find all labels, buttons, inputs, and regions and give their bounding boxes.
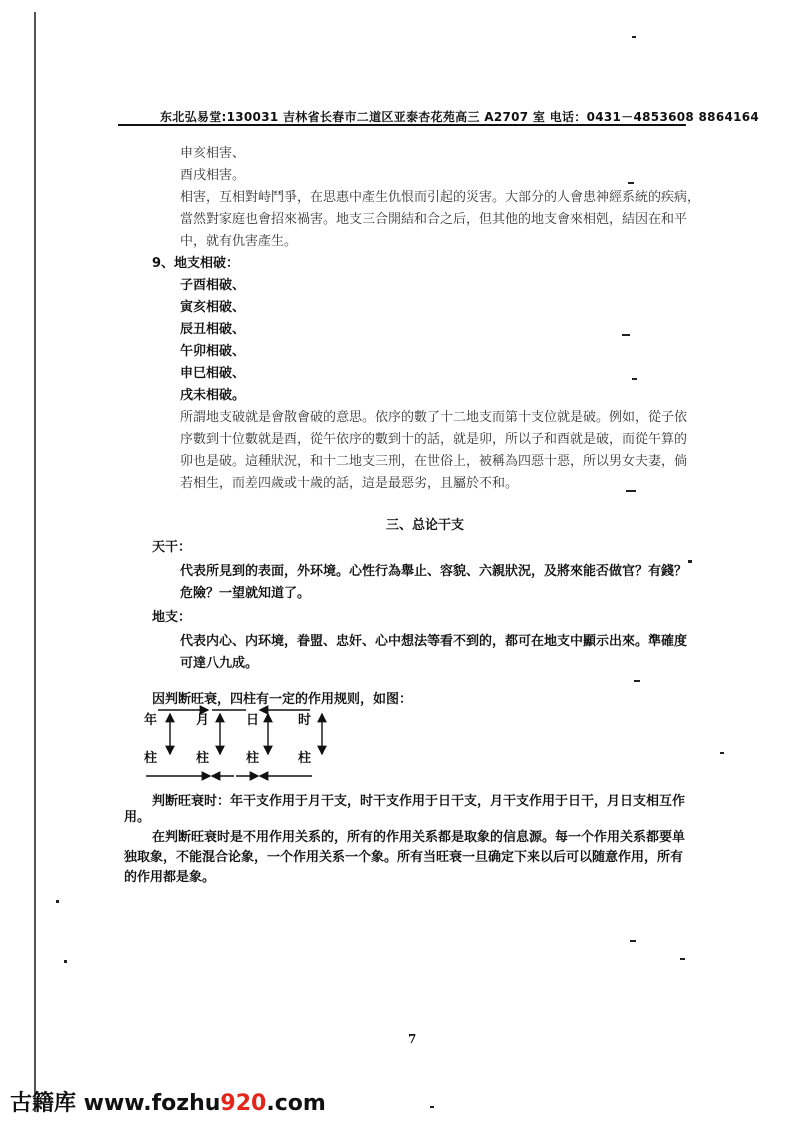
scan-speck xyxy=(630,940,636,942)
scan-speck xyxy=(628,182,634,184)
sec8-item-2: 酉戌相害。 xyxy=(180,168,246,183)
sec8-para-line-3: 中，就有仇害產生。 xyxy=(180,234,298,249)
pillar-label-day: 日 xyxy=(246,713,260,728)
sec9-item-1: 子酉相破、 xyxy=(180,278,246,293)
sec8-item-1: 申亥相害、 xyxy=(180,146,246,161)
closing-p2-line-1: 在判断旺衰时是不用作用关系的，所有的作用关系都是取象的信息源。每一个作用关系都要单 xyxy=(152,830,686,845)
closing-p2-line-3: 的作用都是象。 xyxy=(124,870,216,885)
scan-speck xyxy=(680,958,685,960)
page-number: 7 xyxy=(408,1032,417,1046)
sec9-item-4: 午卯相破、 xyxy=(180,344,246,359)
sec9-heading: 9、地支相破： xyxy=(152,256,240,271)
tiangan-line-1: 代表所見到的表面，外环境。心性行為舉止、容貌、六親狀況，及將來能否做官？有錢？ xyxy=(180,564,688,579)
pillar-label-hour: 时 xyxy=(298,713,312,728)
dizhi-line-1: 代表内心、内环境，眷盟、忠奸、心中想法等看不到的，都可在地支中顯示出來。準確度 xyxy=(180,634,688,649)
scan-speck xyxy=(688,560,692,563)
sec9-para-line-2: 序數到十位數就是酉，從午依序的數到十的話，就是卯，所以子和酉就是破，而從午算的 xyxy=(180,432,688,447)
dizhi-label: 地支： xyxy=(152,610,192,625)
closing-p1-line-2: 用。 xyxy=(124,810,151,825)
pillar-bottom-2: 柱 xyxy=(196,751,210,766)
scan-speck xyxy=(430,1106,434,1108)
scan-edge xyxy=(34,12,36,1112)
scan-speck xyxy=(632,36,636,38)
sec9-item-3: 辰丑相破、 xyxy=(180,322,246,337)
pillars-diagram xyxy=(140,700,340,786)
sec9-item-5: 申巳相破、 xyxy=(180,366,246,381)
tiangan-label: 天干： xyxy=(152,540,192,555)
pillar-bottom-1: 柱 xyxy=(144,751,158,766)
closing-p1-line-1: 判断旺衰时：年干支作用于月干支，时干支作用于日干支，月干支作用于日干，月日支相互作 xyxy=(152,794,686,809)
scan-speck xyxy=(64,960,67,963)
rule-intro: 因判断旺衰，四柱有一定的作用规则，如图： xyxy=(152,692,413,707)
scan-speck xyxy=(626,490,636,492)
sec9-para-line-1: 所謂地支破就是會散會破的意思。依序的數了十二地支而第十支位就是破。例如，從子依 xyxy=(180,410,688,425)
pillar-bottom-4: 柱 xyxy=(298,751,312,766)
page-header: 东北弘易堂:130031 吉林省长春市二道区亚泰杏花苑高三 A2707 室 电话：0431－4853608 8864164 xyxy=(160,110,760,124)
section-title: 三、总论干支 xyxy=(386,518,465,533)
pillar-bottom-3: 柱 xyxy=(246,751,260,766)
scan-speck xyxy=(720,752,724,754)
pillar-label-month: 月 xyxy=(196,713,210,728)
sec8-para-line-1: 相害，互相對峙鬥爭，在思惠中產生仇恨而引起的災害。大部分的人會患神經系統的疾病， xyxy=(180,190,701,205)
sec9-para-line-3: 卯也是破。這種狀況，和十二地支三刑，在世俗上，被稱為四惡十惡，所以男女夫妻，倘 xyxy=(180,454,688,469)
sec9-item-2: 寅亥相破、 xyxy=(180,300,246,315)
header-rule xyxy=(118,124,686,126)
tiangan-line-2: 危險？一望就知道了。 xyxy=(180,586,311,601)
scan-speck xyxy=(632,378,637,380)
pillar-label-year: 年 xyxy=(144,713,158,728)
scan-speck xyxy=(634,680,640,682)
scan-speck xyxy=(622,334,630,336)
sec9-para-line-4: 若相生，而差四歲或十歲的話，這是最惡劣，且屬於不和。 xyxy=(180,476,519,491)
sec8-para-line-2: 當然對家庭也會招來禍害。地支三合開結和合之后，但其他的地支會來相剋，結因在和平 xyxy=(180,212,688,227)
watermark-part-3: .com xyxy=(266,1091,326,1116)
scan-speck xyxy=(56,900,59,903)
watermark-part-2: 920 xyxy=(220,1091,267,1116)
watermark-part-1: 古籍库 www.fozhu xyxy=(10,1091,221,1116)
closing-p2-line-2: 独取象，不能混合论象，一个作用关系一个象。所有当旺衰一旦确定下来以后可以随意作用，所有 xyxy=(124,850,684,865)
dizhi-line-2: 可達八九成。 xyxy=(180,656,259,671)
sec9-item-6: 戌未相破。 xyxy=(180,388,246,403)
watermark-footer xyxy=(10,1086,326,1117)
